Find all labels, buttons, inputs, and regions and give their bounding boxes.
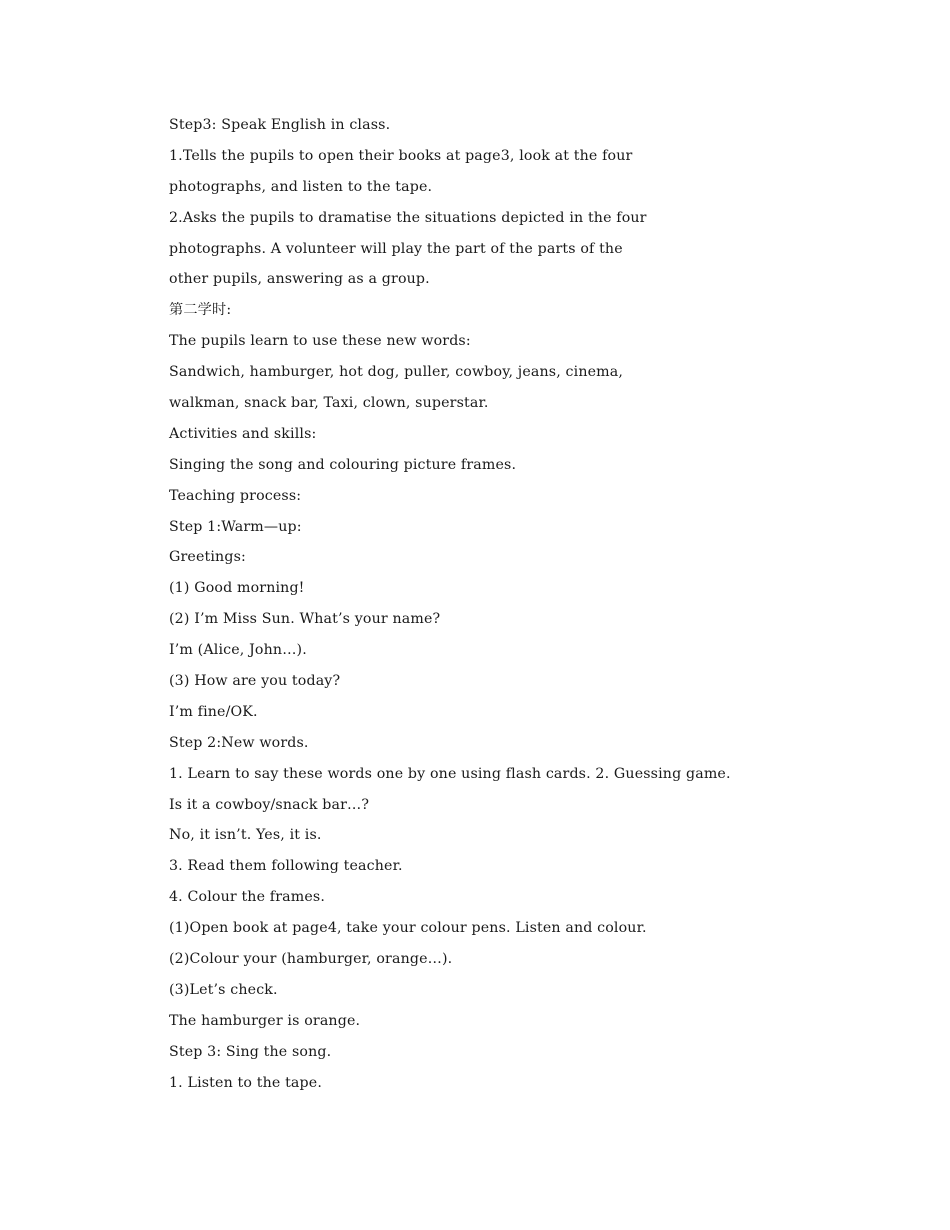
text-line: Step 3: Sing the song. [169,1043,332,1060]
text-line: (3) How are you today? [169,673,341,690]
text-line: photographs, and listen to the tape. [169,178,433,195]
text-line: 1. Listen to the tape. [169,1074,322,1091]
text-line: 3. Read them following teacher. [169,858,403,875]
text-line: No, it isn’t. Yes, it is. [169,827,322,844]
text-line: Singing the song and colouring picture frames. [169,456,517,473]
document-body [169,110,869,1099]
text-line: 1.Tells the pupils to open their books at page3, look at the four [169,147,633,164]
text-line: (1) Good morning! [169,580,305,597]
text-line: I’m fine/OK. [169,703,258,720]
text-line: other pupils, answering as a group. [169,271,430,288]
text-line: I’m (Alice, John…). [169,642,307,659]
text-line: 1. Learn to say these words one by one using flash cards. 2. Guessing game. [169,765,731,782]
text-line: 2.Asks the pupils to dramatise the situations depicted in the four [169,209,647,226]
text-line: Sandwich, hamburger, hot dog, puller, cowboy, jeans, cinema, [169,364,624,381]
text-line: Teaching process: [169,487,302,504]
text-line: Step3: Speak English in class. [169,117,391,133]
text-line: walkman, snack bar, Taxi, clown, superstar. [169,395,489,412]
text-line: Is it a cowboy/snack bar…? [169,796,370,813]
text-line: The pupils learn to use these new words: [169,333,471,350]
text-line: photographs. A volunteer will play the part of the parts of the [169,240,623,257]
text-line: Activities and skills: [169,425,317,442]
text-line: The hamburger is orange. [169,1012,361,1029]
text-line: Step 2:New words. [169,734,309,751]
text-line: (2)Colour your (hamburger, orange…). [169,951,453,968]
section-heading: 第二学时: [169,302,232,319]
text-line: (1)Open book at page4, take your colour pens. Listen and colour. [169,920,647,937]
text-line: 4. Colour the frames. [169,889,325,906]
text-line: (3)Let’s check. [169,981,278,998]
text-line: Greetings: [169,549,246,566]
text-line: (2) I’m Miss Sun. What’s your name? [169,611,441,628]
text-line: Step 1:Warm—up: [169,518,302,535]
